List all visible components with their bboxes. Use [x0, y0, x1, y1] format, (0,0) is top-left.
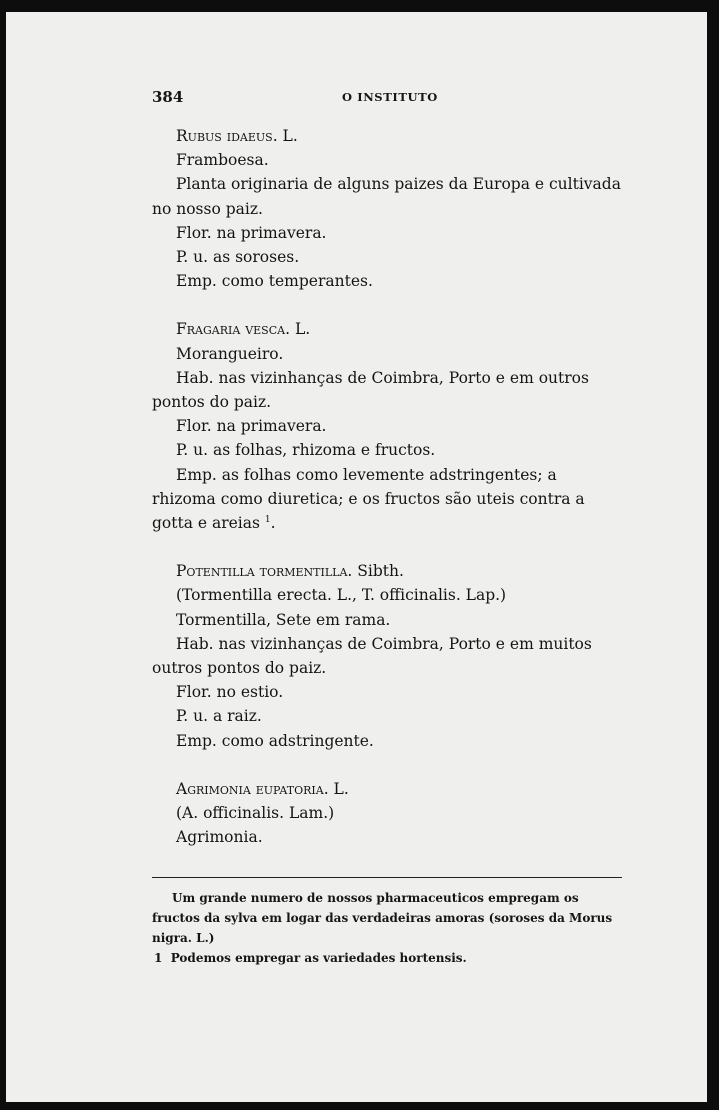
page-header	[152, 88, 622, 112]
common-name: Morangueiro.	[176, 344, 284, 363]
footnote-text: Podemos empregar as variedades hortensis.	[170, 951, 467, 965]
flowering-line: Flor. na primavera.	[176, 417, 327, 436]
species-name: Rubus idaeus	[176, 127, 273, 145]
species-authority: . L.	[285, 320, 311, 339]
uses-line: Emp. como adstringente.	[176, 731, 374, 750]
entry-spacer	[152, 535, 624, 559]
species-heading	[152, 777, 624, 801]
species-name: Fragaria vesca	[176, 320, 286, 339]
species-heading	[152, 124, 624, 148]
species-name: Potentilla tormentilla	[176, 562, 348, 581]
footnote-1	[152, 948, 624, 968]
synonyms-line: (Tormentilla erecta. L., T. officinalis. Lap.)	[176, 586, 507, 605]
footnote-continued: Um grande numero de nossos pharmaceuticos empregam os fructos da sylva em logar das verdadeiras amoras (soroses da Morus nigra. L.)	[152, 891, 613, 945]
species-entry-potentilla-tormentilla	[152, 559, 624, 753]
page-number: 384	[152, 88, 184, 106]
parts-used-line: P. u. as folhas, rhizoma e fructos.	[176, 441, 436, 460]
entry-spacer	[152, 753, 624, 777]
parts-used-line: P. u. as soroses.	[176, 248, 300, 267]
uses-text: Emp. as folhas como levemente adstringentes; a rhizoma como diuretica; e os fructos são uteis contra a gotta e areias	[152, 465, 585, 533]
footnote-reference: 1	[264, 514, 271, 525]
common-name: Framboesa.	[176, 151, 269, 170]
species-entry-rubus-idaeus	[152, 124, 624, 293]
species-heading	[152, 559, 624, 583]
flowering-line: Flor. na primavera.	[176, 223, 327, 242]
footnotes	[152, 888, 624, 968]
species-name: Agrimonia eupatoria	[176, 779, 324, 798]
synonyms-line: (A. officinalis. Lam.)	[176, 804, 335, 823]
footnote-marker: 1	[154, 951, 163, 965]
habitat-line: Hab. nas vizinhanças de Coimbra, Porto e em muitos outros pontos do paiz.	[152, 634, 592, 678]
uses-line	[152, 463, 624, 536]
species-authority: . L.	[272, 127, 298, 145]
species-entry-fragaria-vesca	[152, 317, 624, 535]
flowering-line: Flor. no estio.	[176, 683, 284, 702]
species-entry-agrimonia-eupatoria	[152, 777, 624, 850]
sentence-end: .	[270, 514, 276, 533]
book-page	[6, 12, 707, 1102]
species-authority: . L.	[323, 779, 349, 798]
entry-spacer	[152, 293, 624, 317]
running-title: O INSTITUTO	[342, 90, 438, 104]
description-line: Planta originaria de alguns paizes da Europa e cultivada no nosso paiz.	[152, 175, 621, 218]
uses-line: Emp. como temperantes.	[176, 272, 373, 291]
common-name: Agrimonia.	[176, 828, 263, 847]
species-authority: . Sibth.	[347, 562, 404, 581]
parts-used-line: P. u. a raiz.	[176, 707, 262, 726]
habitat-line: Hab. nas vizinhanças de Coimbra, Porto e em outros pontos do paiz.	[152, 368, 589, 412]
page-body	[152, 124, 624, 849]
footnote-divider	[152, 877, 622, 878]
common-name: Tormentilla, Sete em rama.	[176, 610, 391, 629]
species-heading	[152, 317, 624, 341]
